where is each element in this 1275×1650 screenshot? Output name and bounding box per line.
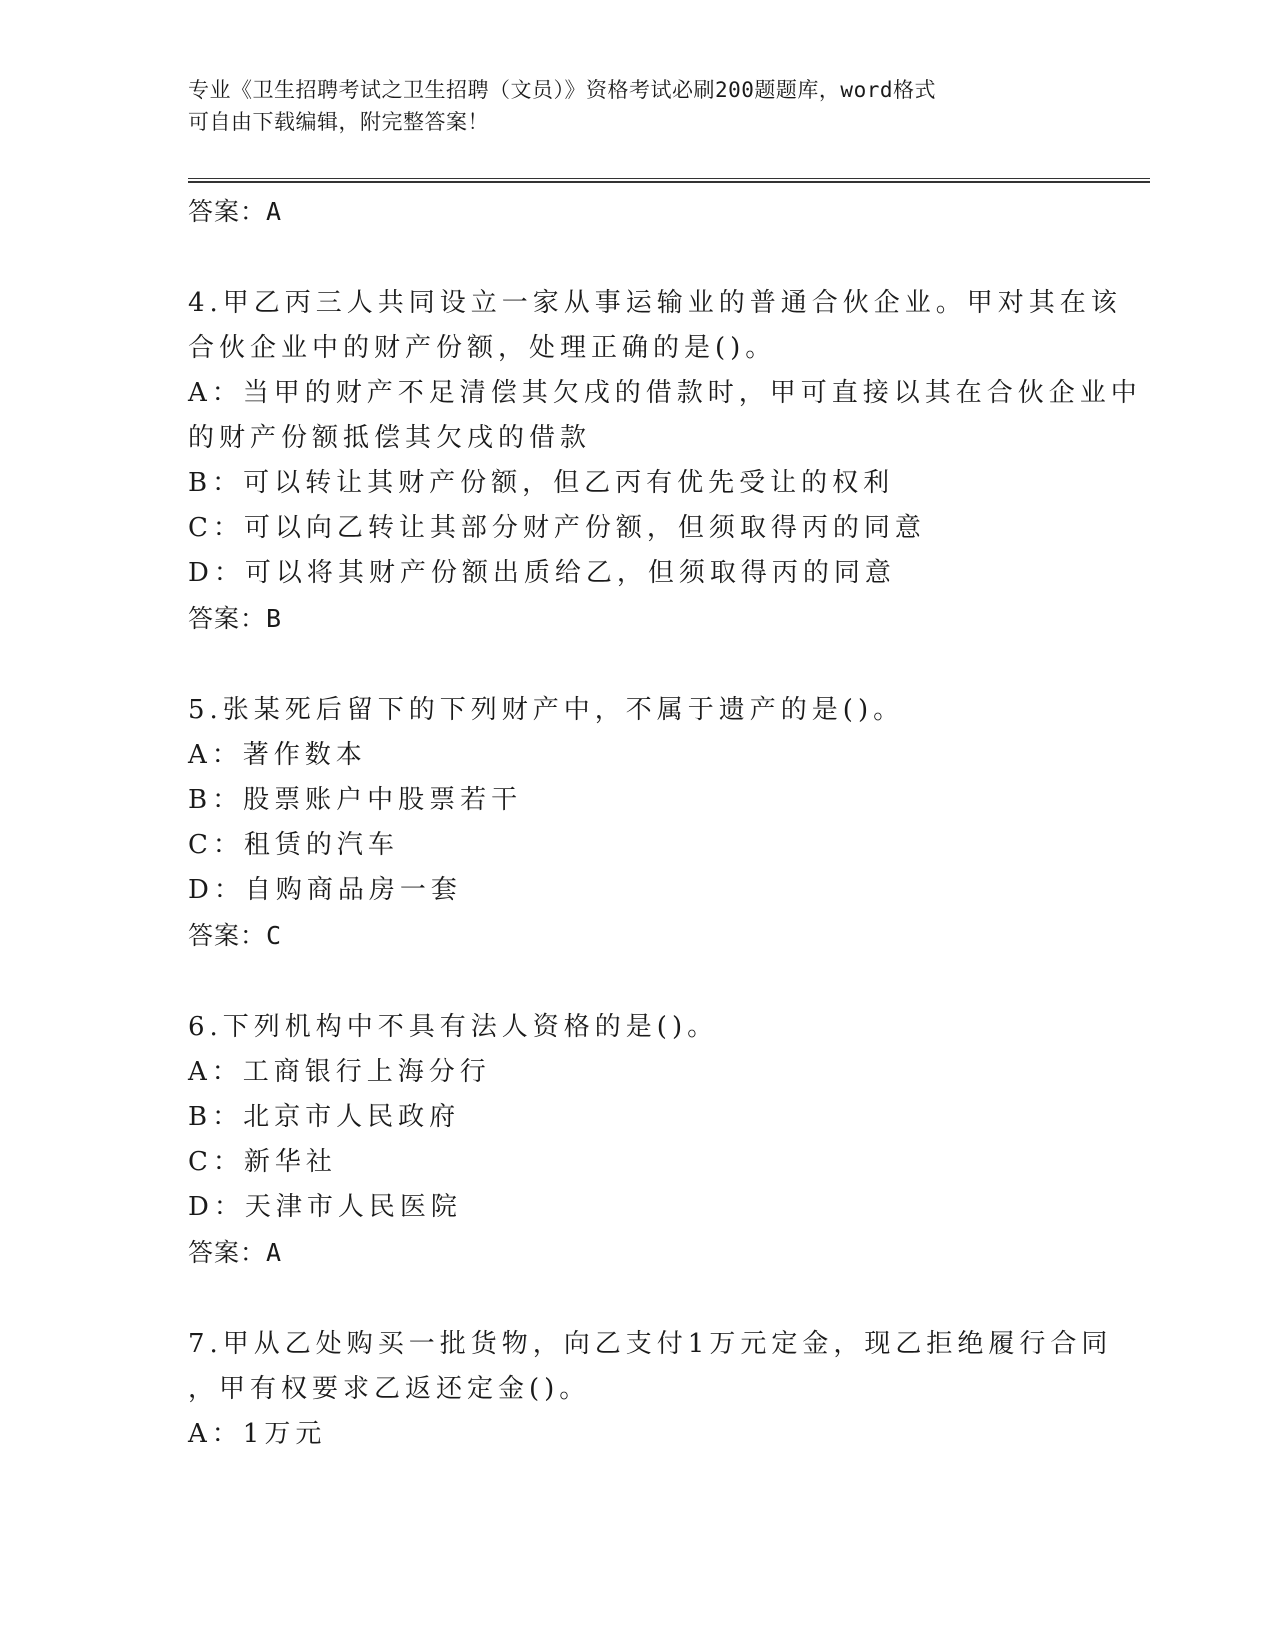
question-stem: ，甲有权要求乙返还定金()。 — [188, 1374, 591, 1404]
page-header — [188, 74, 1068, 138]
question-stem: 合伙企业中的财产份额，处理正确的是()。 — [188, 333, 777, 363]
question-block — [188, 281, 1142, 641]
answer-line: 答案：A — [188, 1238, 283, 1267]
question-block — [188, 688, 1088, 958]
header-divider — [188, 178, 1150, 183]
question-block — [188, 1322, 1113, 1457]
option-c: C：租赁的汽车 — [188, 830, 399, 860]
header-line-1: 专业《卫生招聘考试之卫生招聘（文员）》资格考试必刷200题题库，word格式 — [188, 78, 936, 102]
option-c: C：新华社 — [188, 1147, 337, 1177]
spacer — [188, 958, 1088, 1005]
option-a-continued: 的财产份额抵偿其欠戌的借款 — [188, 423, 592, 453]
question-stem: 4.甲乙丙三人共同设立一家从事运输业的普通合伙企业。甲对其在该 — [188, 288, 1122, 318]
header-line-2: 可自由下载编辑，附完整答案！ — [188, 110, 489, 134]
option-d: D：天津市人民医院 — [188, 1192, 462, 1222]
answer-line: 答案：A — [188, 197, 283, 226]
answer-line: 答案：C — [188, 921, 283, 950]
question-block — [188, 1005, 1088, 1275]
option-c: C：可以向乙转让其部分财产份额，但须取得丙的同意 — [188, 513, 926, 543]
question-stem: 7.甲从乙处购买一批货物，向乙支付1万元定金，现乙拒绝履行合同 — [188, 1329, 1113, 1359]
option-a: A：工商银行上海分行 — [188, 1057, 491, 1087]
question-stem: 6.下列机构中不具有法人资格的是()。 — [188, 1012, 719, 1042]
option-d: D：可以将其财产份额出质给乙，但须取得丙的同意 — [188, 558, 896, 588]
option-a: A：1万元 — [188, 1419, 327, 1449]
option-b: B：股票账户中股票若干 — [188, 785, 523, 815]
answer-line: 答案：B — [188, 604, 283, 633]
document-body — [188, 189, 1142, 1457]
spacer — [188, 234, 1088, 281]
option-b: B：可以转让其财产份额，但乙丙有优先受让的权利 — [188, 468, 895, 498]
option-a: A：著作数本 — [188, 740, 367, 770]
spacer — [188, 1275, 1088, 1322]
option-a: A：当甲的财产不足清偿其欠戌的借款时，甲可直接以其在合伙企业中 — [188, 378, 1142, 408]
option-b: B：北京市人民政府 — [188, 1102, 461, 1132]
option-d: D：自购商品房一套 — [188, 875, 462, 905]
spacer — [188, 641, 1088, 688]
question-stem: 5.张某死后留下的下列财产中，不属于遗产的是()。 — [188, 695, 905, 725]
